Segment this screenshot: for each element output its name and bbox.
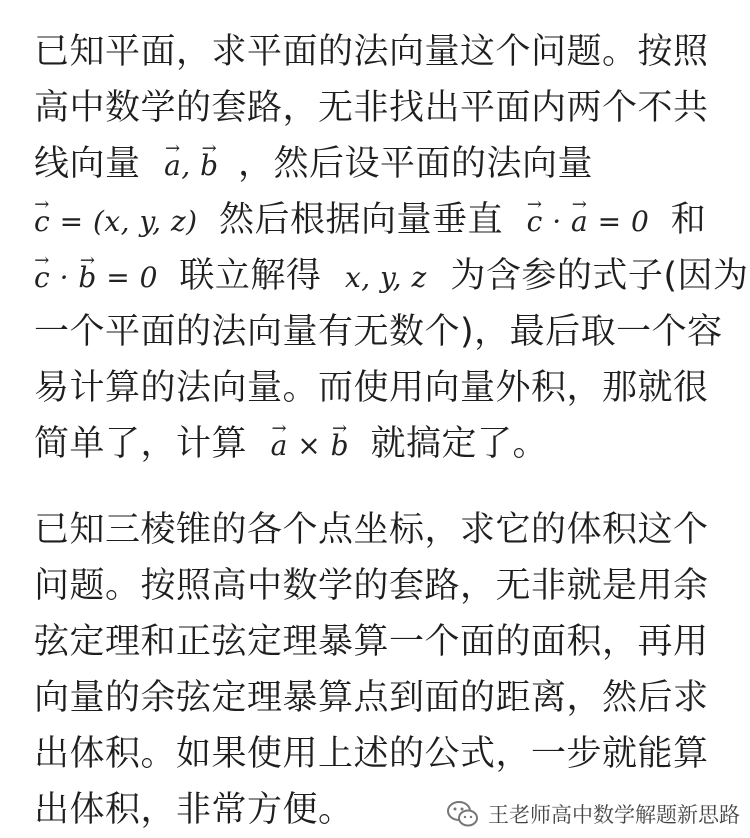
text-segment: ，然后设平面的法向量 xyxy=(238,144,594,184)
text-line xyxy=(34,416,548,472)
text-segment: 简单了，计算 xyxy=(34,424,248,464)
watermark-text: 王老师高中数学解题新思路 xyxy=(488,803,740,827)
watermark xyxy=(446,797,740,831)
text-segment: 然后根据向量垂直 xyxy=(218,200,503,240)
text-line: 易计算的法向量。而使用向量外积，那就很 xyxy=(34,368,709,408)
text-line xyxy=(34,136,593,192)
text-line xyxy=(34,192,706,248)
formula-normal-vector-c: → c = (x, y, z) xyxy=(34,205,207,238)
text-line: 问题。按照高中数学的套路，无非就是用余 xyxy=(34,566,709,606)
text-segment: 为含参的式子(因为 xyxy=(450,256,749,296)
text-line: 出体积，非常方便。 xyxy=(34,790,354,830)
text-segment: 和 xyxy=(670,200,707,240)
text-line xyxy=(34,248,749,304)
text-line: 向量的余弦定理暴算点到面的距离，然后求 xyxy=(34,678,709,718)
formula-xyz: x, y, z xyxy=(344,261,427,294)
text-line: 一个平面的法向量有无数个)，最后取一个容 xyxy=(34,312,723,352)
formula-a-cross-b: → a × → b xyxy=(271,429,359,462)
text-line: 高中数学的套路，无非找出平面内两个不共 xyxy=(34,88,709,128)
formula-vectors-a-b: → a, → b xyxy=(164,149,228,182)
text-segment: 联立解得 xyxy=(179,256,322,296)
text-line: 出体积。如果使用上述的公式，一步就能算 xyxy=(34,734,709,774)
text-segment: 就搞定了。 xyxy=(370,424,548,464)
text-segment: 线向量 xyxy=(34,144,141,184)
text-line: 弦定理和正弦定理暴算一个面的面积，再用 xyxy=(34,622,709,662)
formula-c-dot-b-zero: → c · → b = 0 xyxy=(34,261,167,294)
text-line: 已知三棱锥的各个点坐标，求它的体积这个 xyxy=(34,510,709,550)
wechat-icon xyxy=(446,799,480,829)
text-line: 已知平面，求平面的法向量这个问题。按照 xyxy=(34,32,709,72)
formula-c-dot-a-zero: → c · → a = 0 xyxy=(527,205,659,238)
